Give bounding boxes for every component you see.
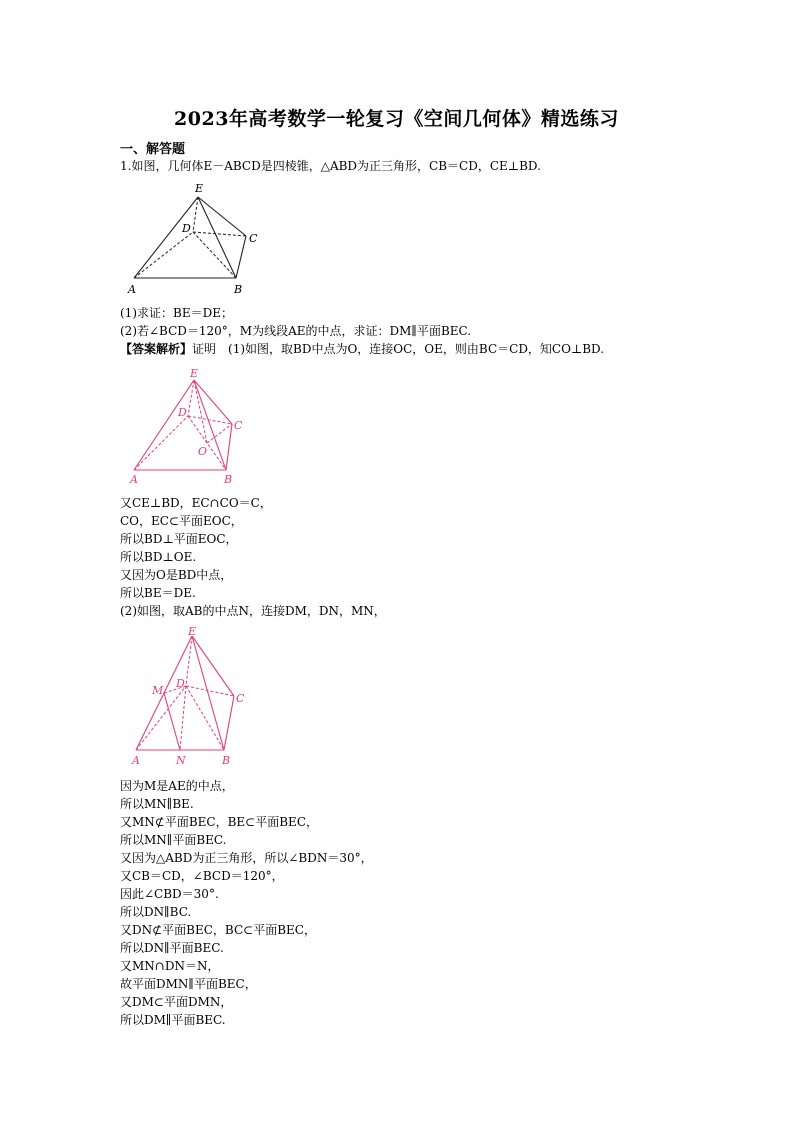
solution-line: 因为M是AE的中点， [120,779,234,793]
label-A: A [132,754,140,767]
edge-AE [134,380,194,470]
edge-BC [226,424,232,470]
edge-BC [236,236,246,278]
problem-statement: 1.如图，几何体E－ABCD是四棱锥，△ABD为正三角形，CB＝CD，CE⊥BD. [120,159,541,173]
solution-line: 又MN⊄平面BEC，BE⊂平面BEC， [120,815,318,829]
figure-pyramid-1 [118,180,268,298]
solution-line: 故平面DMN∥平面BEC， [120,977,257,991]
label-N: N [176,754,186,767]
solution-line: 所以MN∥BE. [120,797,194,811]
solution-line: 所以DN∥平面BEC. [120,941,224,955]
label-C: C [236,692,245,705]
label-E: E [188,626,197,638]
page-title: 2023年高考数学一轮复习《空间几何体》精选练习 [174,108,619,130]
edge-DB [186,686,224,750]
solution-line: 又MN∩DN＝N， [120,959,220,973]
solution-line: 又DN⊄平面BEC，BC⊂平面BEC， [120,923,316,937]
question-1: (1)求证：BE＝DE； [120,306,233,320]
section-heading: 一、解答题 [120,142,186,157]
figure-pyramid-2 [118,366,268,486]
edge-DB [193,232,236,278]
label-B: B [222,754,231,767]
question-2: (2)若∠BCD＝120°，M为线段AE的中点，求证：DM∥平面BEC. [120,324,472,338]
answer-intro-line [120,341,604,357]
part2-intro: (2)如图，取AB的中点N，连接DM，DN，MN， [120,604,386,618]
label-M: M [152,684,164,697]
solution-line: 又因为△ABD为正三角形，所以∠BDN＝30°， [120,851,373,865]
solution-line: 所以BE＝DE. [120,586,196,600]
edge-EB [198,197,236,278]
edge-DC [186,686,234,696]
label-C: C [234,419,243,432]
label-O: O [198,445,208,458]
edge-EB [192,636,224,750]
solution-line: CO，EC⊂平面EOC， [120,514,243,528]
answer-intro: 证明 (1)如图，取BD中点为O，连接OC，OE，则由BC＝CD，知CO⊥BD. [192,342,605,356]
solution-line: 所以DM∥平面BEC. [120,1013,226,1027]
label-D: D [182,222,191,235]
edge-EC [194,380,232,424]
edge-BC [224,696,234,750]
label-B: B [224,473,233,486]
edge-DC [188,416,232,424]
label-E: E [195,182,204,195]
label-B: B [234,283,243,296]
answer-tag: 【答案解析】 [120,342,193,356]
edge-AD [134,232,193,278]
edge-MN [164,693,180,750]
label-A: A [128,283,136,296]
label-E: E [190,367,199,380]
label-D: D [178,406,187,419]
solution-line: 所以MN∥平面BEC. [120,833,227,847]
solution-line: 所以BD⊥OE. [120,550,197,564]
edge-AE [134,197,198,278]
label-C: C [249,232,258,245]
edge-ED [186,636,192,686]
solution-line: 又CE⊥BD，EC∩CO＝C， [120,496,272,510]
label-D: D [176,677,185,690]
edge-EC [192,636,234,696]
solution-line: 又CB＝CD，∠BCD＝120°， [120,869,284,883]
solution-line: 又因为O是BD中点， [120,568,233,582]
figure-pyramid-3 [118,626,268,768]
edge-EC [198,197,246,236]
solution-line: 所以DN∥BC. [120,905,192,919]
edge-DC [193,232,246,236]
solution-line: 因此∠CBD＝30°. [120,887,219,901]
label-A: A [130,473,138,486]
solution-line: 所以BD⊥平面EOC， [120,532,238,546]
edge-DN [180,686,186,750]
edge-AD [134,416,188,470]
solution-line: 又DM⊂平面DMN， [120,995,233,1009]
